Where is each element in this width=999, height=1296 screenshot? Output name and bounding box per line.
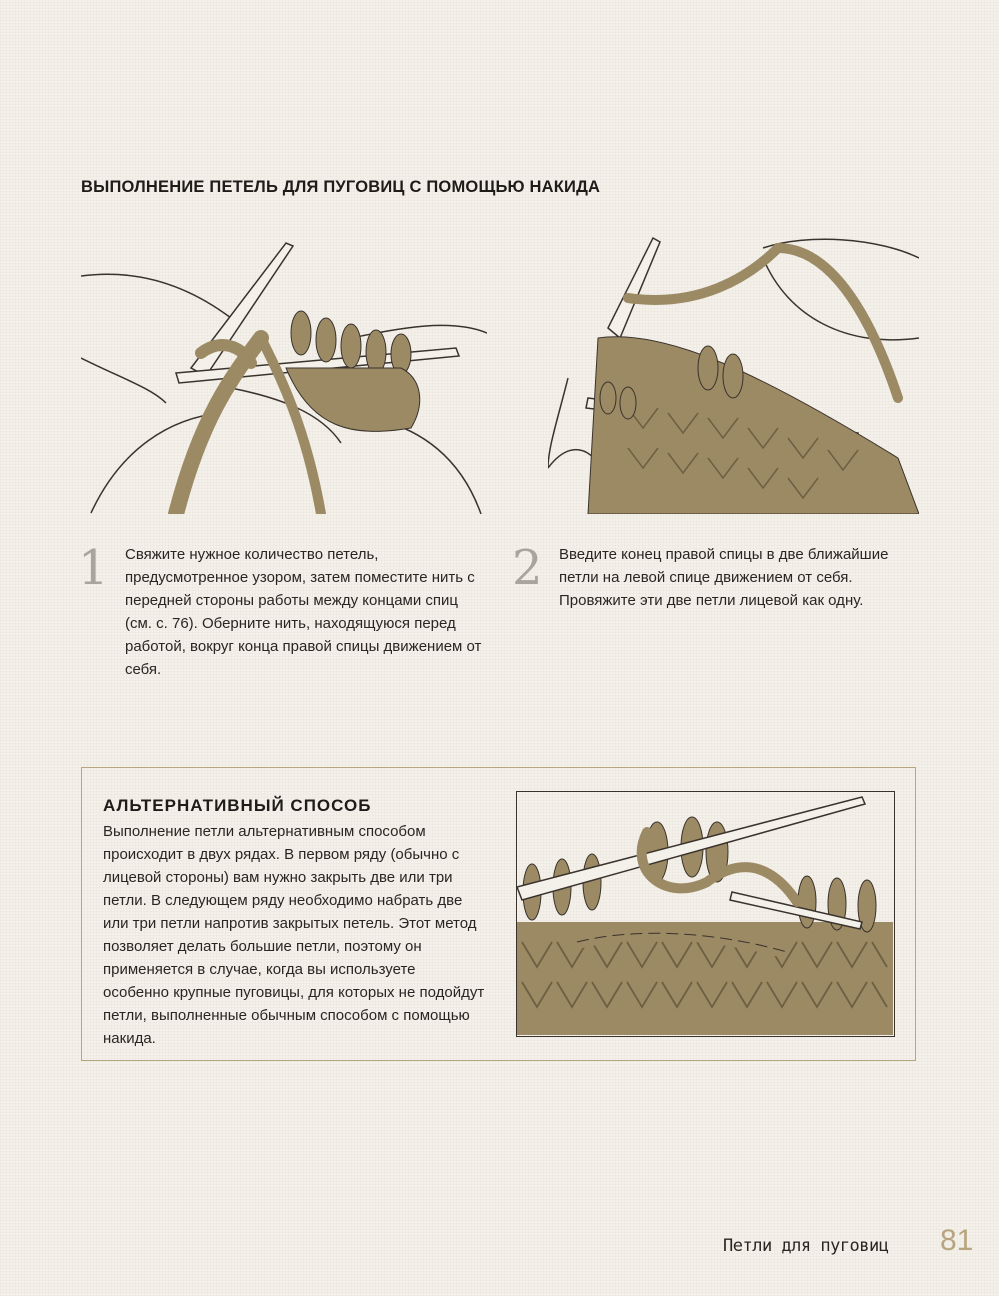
step-2-number: 2 — [512, 540, 543, 596]
alternative-method-text: Выполнение петли альтернативным способом происходит в двух рядах. В первом ряду (обычно с лицевой стороны) вам нужно закрыть две или три петли. В следующем ряду необходимо набрать две или три петли напротив закрытых петель. Этот метод позволяет делать большие петли, поэтому он применяется в случае, когда вы используете особенно крупные пуговицы, для которых не подойдут петли, выполненные обычным способом с помощью накида. — [103, 823, 485, 1047]
step-1-text: Свяжите нужное количество петель, предусмотренное узором, затем поместите нить с передней стороны работы между концами спиц (см. с. 76). Оберните нить, находящуюся перед работой, вокруг конца правой спицы движением от себя. — [125, 546, 482, 678]
alternative-method-title: АЛЬТЕРНАТИВНЫЙ СПОСОБ — [103, 796, 372, 815]
footer-chapter-title: Петли для пуговиц — [723, 1236, 889, 1256]
step-1-number: 1 — [78, 540, 109, 596]
step-1-illustration — [81, 228, 487, 514]
alternative-method-illustration — [516, 791, 895, 1037]
hands-knitting-yarn-over-image — [81, 228, 487, 514]
bind-off-stitches-image — [517, 792, 893, 1035]
step-2-illustration — [548, 228, 919, 514]
page-number: 81 — [940, 1224, 974, 1257]
knitting-two-together-image — [548, 228, 919, 514]
step-2-text: Введите конец правой спицы в две ближайшие петли на левой спице движением от себя. Провяжите эти две петли лицевой как одну. — [559, 546, 889, 609]
section-heading: ВЫПОЛНЕНИЕ ПЕТЕЛЬ ДЛЯ ПУГОВИЦ С ПОМОЩЬЮ НАКИДА — [81, 178, 601, 196]
